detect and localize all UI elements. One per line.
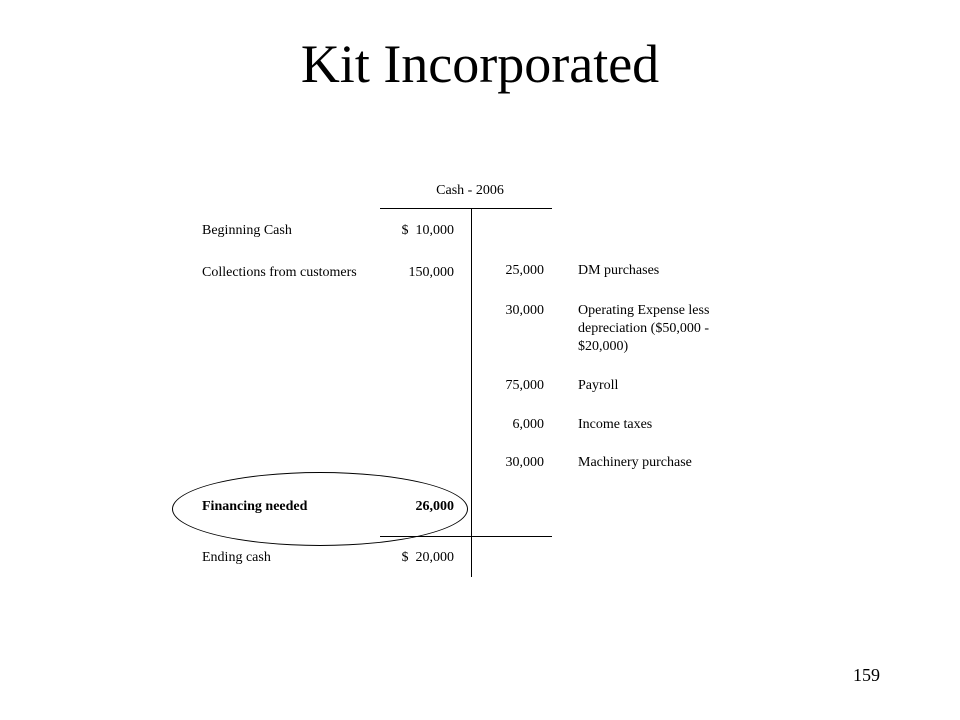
dm-purchases-label: DM purchases [578, 263, 660, 278]
collections-label: Collections from customers [202, 265, 357, 280]
page-number: 159 [853, 665, 880, 685]
operating-expense-amount: 30,000 [505, 303, 544, 318]
t-account-title: Cash - 2006 [436, 183, 504, 198]
financing-needed-amount: 26,000 [415, 499, 454, 514]
ending-cash-amount: $ 20,000 [401, 550, 454, 565]
beginning-cash-label: Beginning Cash [202, 223, 292, 238]
machinery-purchase-amount: 30,000 [505, 455, 544, 470]
ending-cash-label: Ending cash [202, 550, 271, 565]
payroll-label: Payroll [578, 378, 619, 393]
income-taxes-amount: 6,000 [512, 417, 544, 432]
beginning-cash-amount: $ 10,000 [401, 223, 454, 238]
page-title: Kit Incorporated [300, 34, 660, 94]
t-account-top-rule [380, 208, 552, 209]
collections-amount: 150,000 [408, 265, 454, 280]
machinery-purchase-label: Machinery purchase [578, 455, 692, 470]
financing-needed-label: Financing needed [202, 499, 308, 514]
income-taxes-label: Income taxes [578, 417, 653, 432]
payroll-amount: 75,000 [505, 378, 544, 393]
operating-expense-label: Operating Expense less depreciation ($50,000 - $20,000) [578, 303, 710, 354]
dm-purchases-amount: 25,000 [505, 263, 544, 278]
